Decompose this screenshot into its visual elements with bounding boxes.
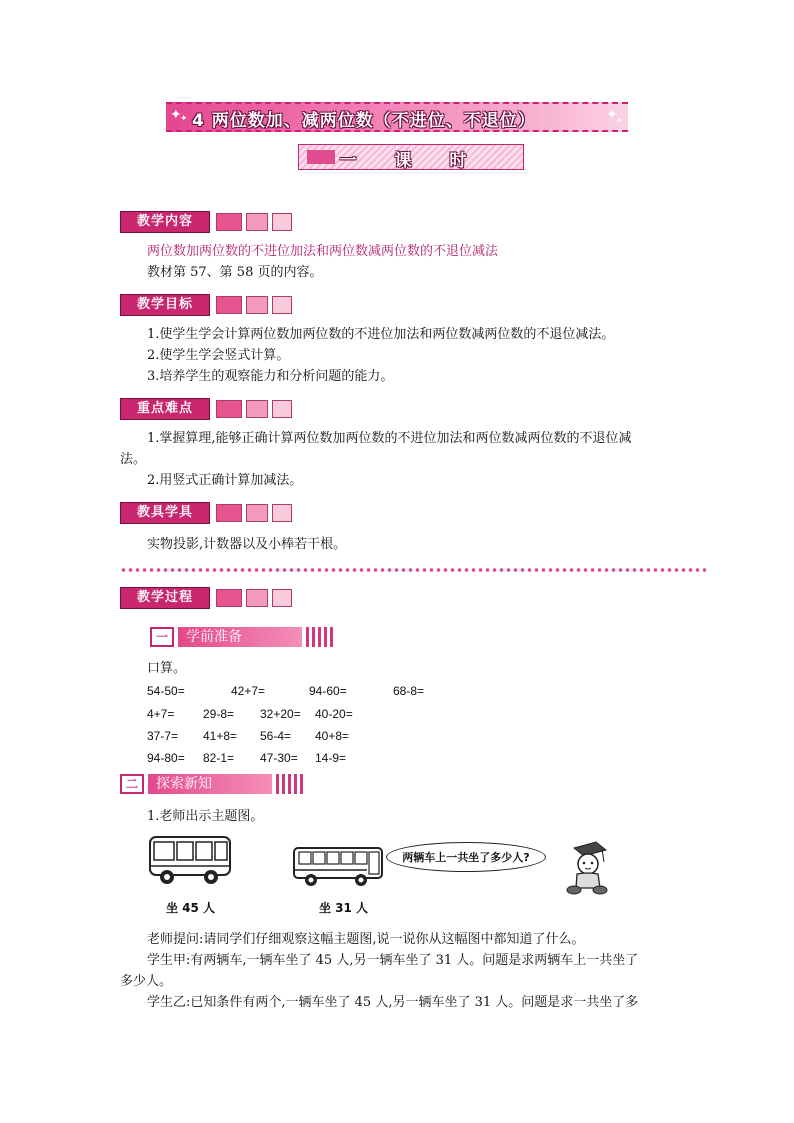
math-item: 68-8= (393, 684, 425, 698)
student-a-answer: 学生甲:有两辆车,一辆车坐了 45 人,另一辆车坐了 31 人。问题是求两辆车上一共坐了 (147, 953, 639, 968)
bus1-caption: 坐 45 人 (166, 901, 216, 915)
math-item: 94-80= (147, 751, 185, 765)
decor-square (216, 296, 242, 314)
content-pages: 教材第 57、第 58 页的内容。 (147, 265, 323, 280)
section-label: 教学过程 (120, 587, 210, 609)
content-topic: 两位数加两位数的不进位加法和两位数减两位数的不退位减法 (147, 244, 499, 259)
decor-square (246, 589, 268, 607)
math-item: 54-50= (147, 684, 185, 698)
decor-square (216, 400, 242, 418)
star-icon: ✦ (180, 114, 188, 124)
tools-text: 实物投影,计数器以及小棒若干根。 (147, 537, 347, 552)
decor-square (272, 589, 292, 607)
section-label: 重点难点 (120, 398, 210, 420)
math-item: 32+20= (260, 707, 301, 721)
decor-square (246, 504, 268, 522)
decor-stripes (306, 627, 334, 647)
star-icon: ✦ (606, 107, 618, 123)
decor-square (246, 400, 268, 418)
subsection-title: 学前准备 (178, 627, 302, 647)
decor-square (216, 504, 242, 522)
prep-intro: 口算。 (147, 661, 187, 676)
goal-item: 3.培养学生的观察能力和分析问题的能力。 (147, 369, 394, 384)
decor-square (216, 213, 242, 231)
speech-bubble (386, 842, 546, 872)
difficulty-item-cont: 法。 (120, 452, 147, 467)
goal-item: 2.使学生学会竖式计算。 (147, 348, 290, 363)
math-item: 14-9= (315, 751, 347, 765)
star-icon: ✦ (616, 116, 623, 125)
math-item: 40-20= (315, 707, 353, 721)
student-character-illustration (562, 838, 612, 896)
subsection-number: 一 (150, 627, 174, 647)
star-icon: ✦ (170, 107, 182, 123)
subsection-number: 二 (120, 774, 144, 794)
lesson-title-banner (166, 102, 628, 132)
math-item: 4+7= (147, 707, 175, 721)
math-item: 40+8= (315, 729, 350, 743)
math-item: 47-30= (260, 751, 298, 765)
decor-square (246, 296, 268, 314)
bus-illustration-1 (147, 834, 233, 886)
math-item: 82-1= (203, 751, 235, 765)
lesson-title: 4 两位数加、减两位数（不进位、不退位） (192, 111, 536, 131)
math-item: 37-7= (147, 729, 179, 743)
lesson-period: 一 课 时 (339, 151, 483, 171)
section-label: 教学内容 (120, 211, 210, 233)
decor-square (216, 589, 242, 607)
bus-illustration-2 (291, 845, 385, 887)
math-item: 94-60= (309, 684, 347, 698)
decor-square (272, 213, 292, 231)
math-item: 56-4= (260, 729, 292, 743)
speech-bubble-text: 两辆车上一共坐了多少人? (402, 851, 530, 864)
difficulty-item: 1.掌握算理,能够正确计算两位数加两位数的不进位加法和两位数减两位数的不退位减 (147, 431, 632, 446)
bus2-caption: 坐 31 人 (319, 901, 369, 915)
student-b-answer: 学生乙:已知条件有两个,一辆车坐了 45 人,另一辆车坐了 31 人。问题是求一共坐了多 (147, 995, 639, 1010)
section-label: 教学目标 (120, 294, 210, 316)
math-item: 41+8= (203, 729, 238, 743)
teacher-question: 老师提问:请同学们仔细观察这幅主题图,说一说你从这幅图中都知道了什么。 (147, 932, 585, 947)
explore-step: 1.老师出示主题图。 (147, 809, 264, 824)
dotted-separator (120, 566, 706, 574)
decor-square (272, 296, 292, 314)
decor-square (272, 400, 292, 418)
decor-stripes (276, 774, 304, 794)
goal-item: 1.使学生学会计算两位数加两位数的不进位加法和两位数减两位数的不退位减法。 (147, 327, 615, 342)
math-item: 29-8= (203, 707, 235, 721)
lesson-period-banner (298, 144, 524, 170)
student-a-answer-cont: 多少人。 (120, 974, 173, 989)
decor-square (246, 213, 268, 231)
math-item: 42+7= (231, 684, 266, 698)
section-label: 教具学具 (120, 502, 210, 524)
subsection-title: 探索新知 (148, 774, 272, 794)
difficulty-item: 2.用竖式正确计算加减法。 (147, 473, 303, 488)
decor-square (272, 504, 292, 522)
